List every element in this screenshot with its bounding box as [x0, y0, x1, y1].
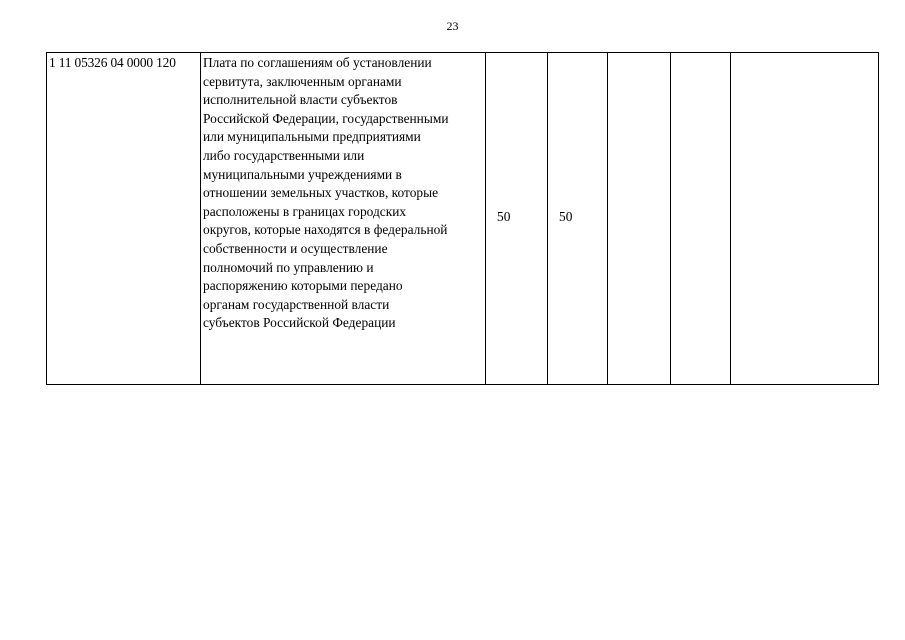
revenue-name-line: Российской Федерации, государственными	[203, 110, 449, 126]
table-row	[47, 53, 879, 385]
revenue-name-line: округов, которые находятся в федеральной	[203, 222, 448, 238]
revenue-table	[46, 52, 879, 385]
revenue-name-cell	[201, 53, 486, 385]
value-cell-2: 50	[548, 53, 608, 385]
revenue-name-line: Плата по соглашениям об установлении	[203, 55, 432, 70]
revenue-name-line: расположены в границах городских	[203, 203, 407, 219]
revenue-name-line: органам государственной власти	[203, 296, 390, 312]
revenue-name-line: сервитута, заключенным органами	[203, 73, 402, 89]
value-cell-5	[731, 53, 879, 385]
revenue-name-line: распоряжению которыми передано	[203, 278, 403, 294]
page-number: 23	[446, 19, 459, 33]
revenue-name-line: отношении земельных участков, которые	[203, 185, 439, 201]
revenue-name-line: или муниципальными предприятиями	[203, 129, 421, 145]
revenue-name-line: исполнительной власти субъектов	[203, 92, 398, 108]
revenue-name-line: полномочий по управлению и	[203, 259, 374, 275]
revenue-name-line: муниципальными учреждениями в	[203, 166, 402, 182]
revenue-name-line: субъектов Российской Федерации	[203, 315, 396, 331]
revenue-name-line: либо государственными или	[203, 147, 365, 163]
value-cell-4	[671, 53, 731, 385]
revenue-name-line: собственности и осуществление	[203, 240, 388, 256]
value-cell-1: 50	[486, 53, 548, 385]
value-cell-3	[608, 53, 671, 385]
revenue-code-cell: 1 11 05326 04 0000 120	[47, 53, 201, 385]
